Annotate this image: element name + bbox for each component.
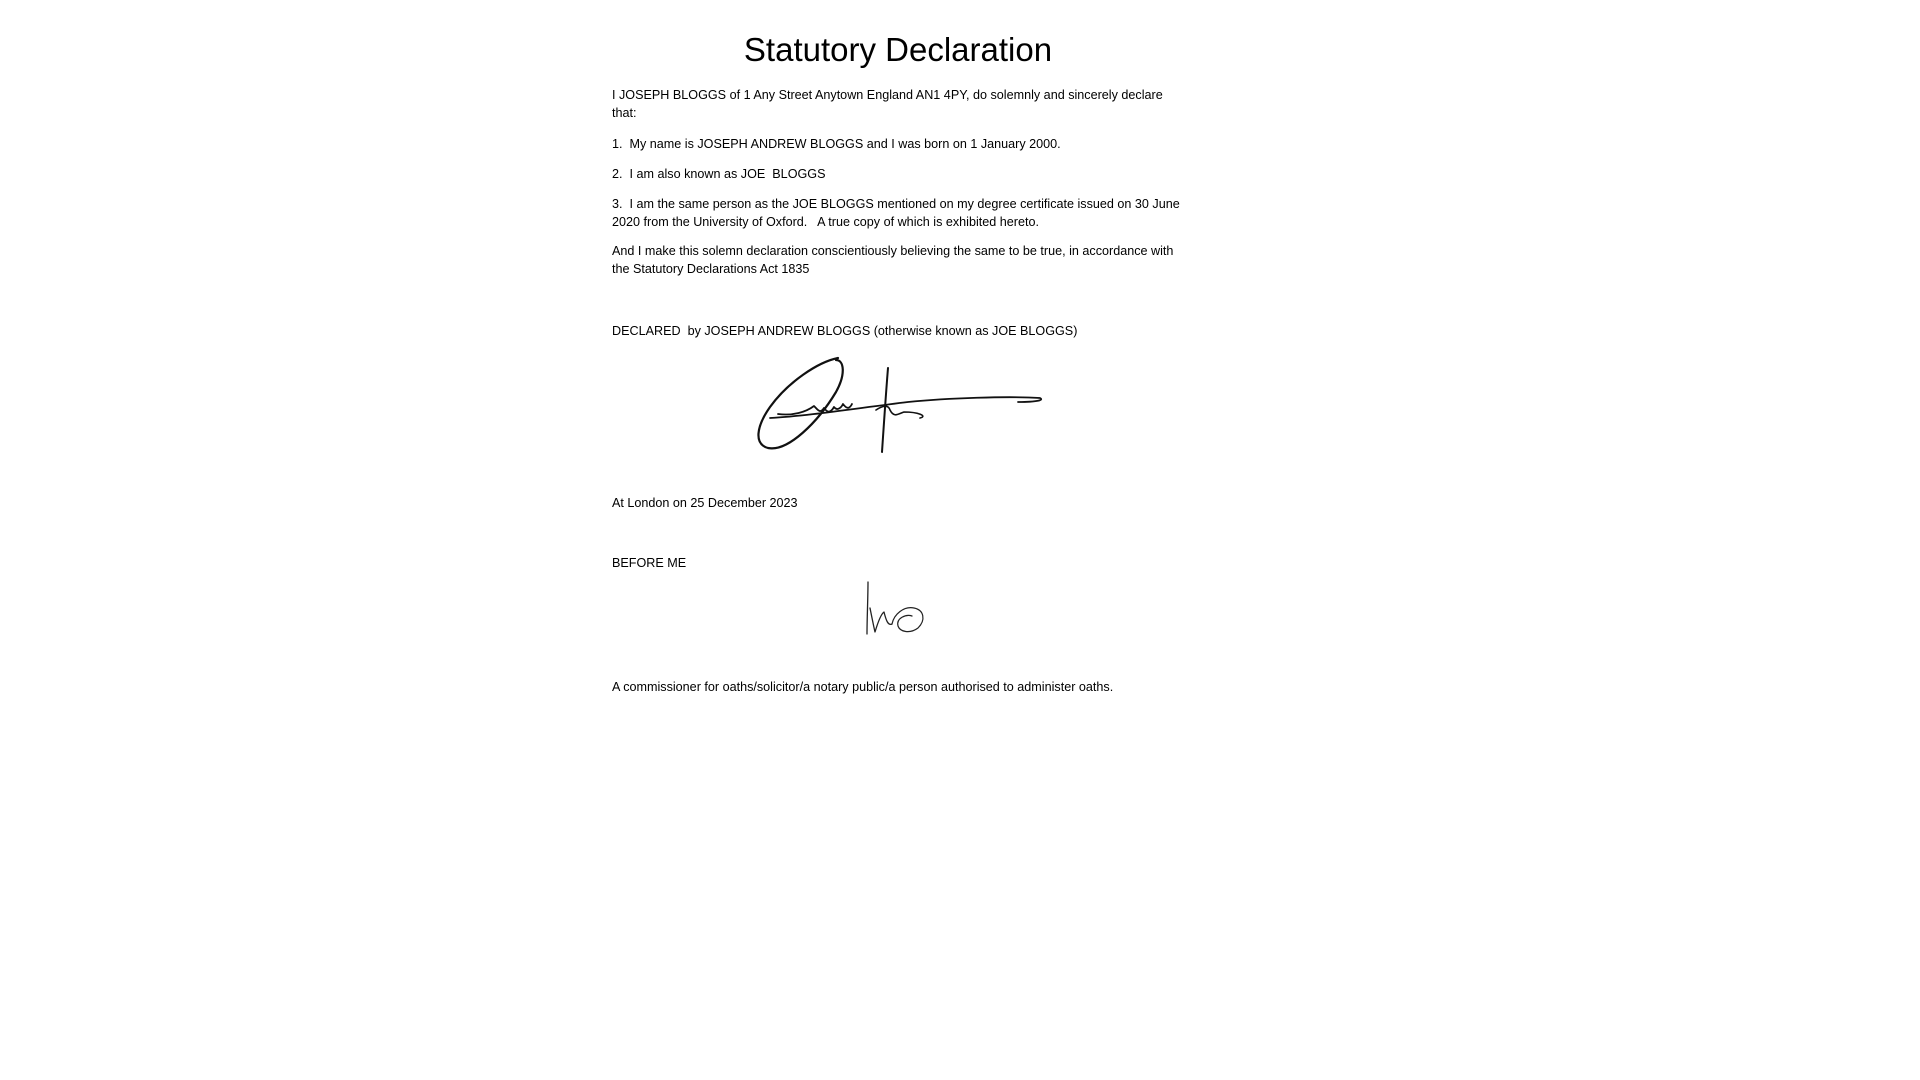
before-me-label: BEFORE ME: [612, 556, 687, 570]
declaration-item-3: 3. I am the same person as the JOE BLOGGS mentioned on my degree certificate issued on 30 June 2020 from the University of Oxford. A true copy of which is exhibited hereto.: [612, 197, 1184, 229]
witness-signature: [862, 578, 932, 638]
declaration-item-1: 1. My name is JOSEPH ANDREW BLOGGS and I was born on 1 January 2000.: [612, 137, 1061, 151]
place-and-date: At London on 25 December 2023: [612, 496, 798, 510]
solemn-statement: And I make this solemn declaration conscientiously believing the same to be true, in accordance with the Statutory Declarations Act 1835: [612, 244, 1177, 276]
declaration-item-2: 2. I am also known as JOE BLOGGS: [612, 167, 826, 181]
declaration-intro: I JOSEPH BLOGGS of 1 Any Street Anytown England AN1 4PY, do solemnly and sincerely declare that:: [612, 88, 1167, 120]
document-title: Statutory Declaration: [743, 31, 1053, 68]
commissioner-line: A commissioner for oaths/solicitor/a notary public/a person authorised to administer oaths.: [612, 680, 1114, 694]
declarant-signature: [748, 352, 1048, 462]
declared-by-line: DECLARED by JOSEPH ANDREW BLOGGS (otherwise known as JOE BLOGGS): [612, 324, 1078, 338]
